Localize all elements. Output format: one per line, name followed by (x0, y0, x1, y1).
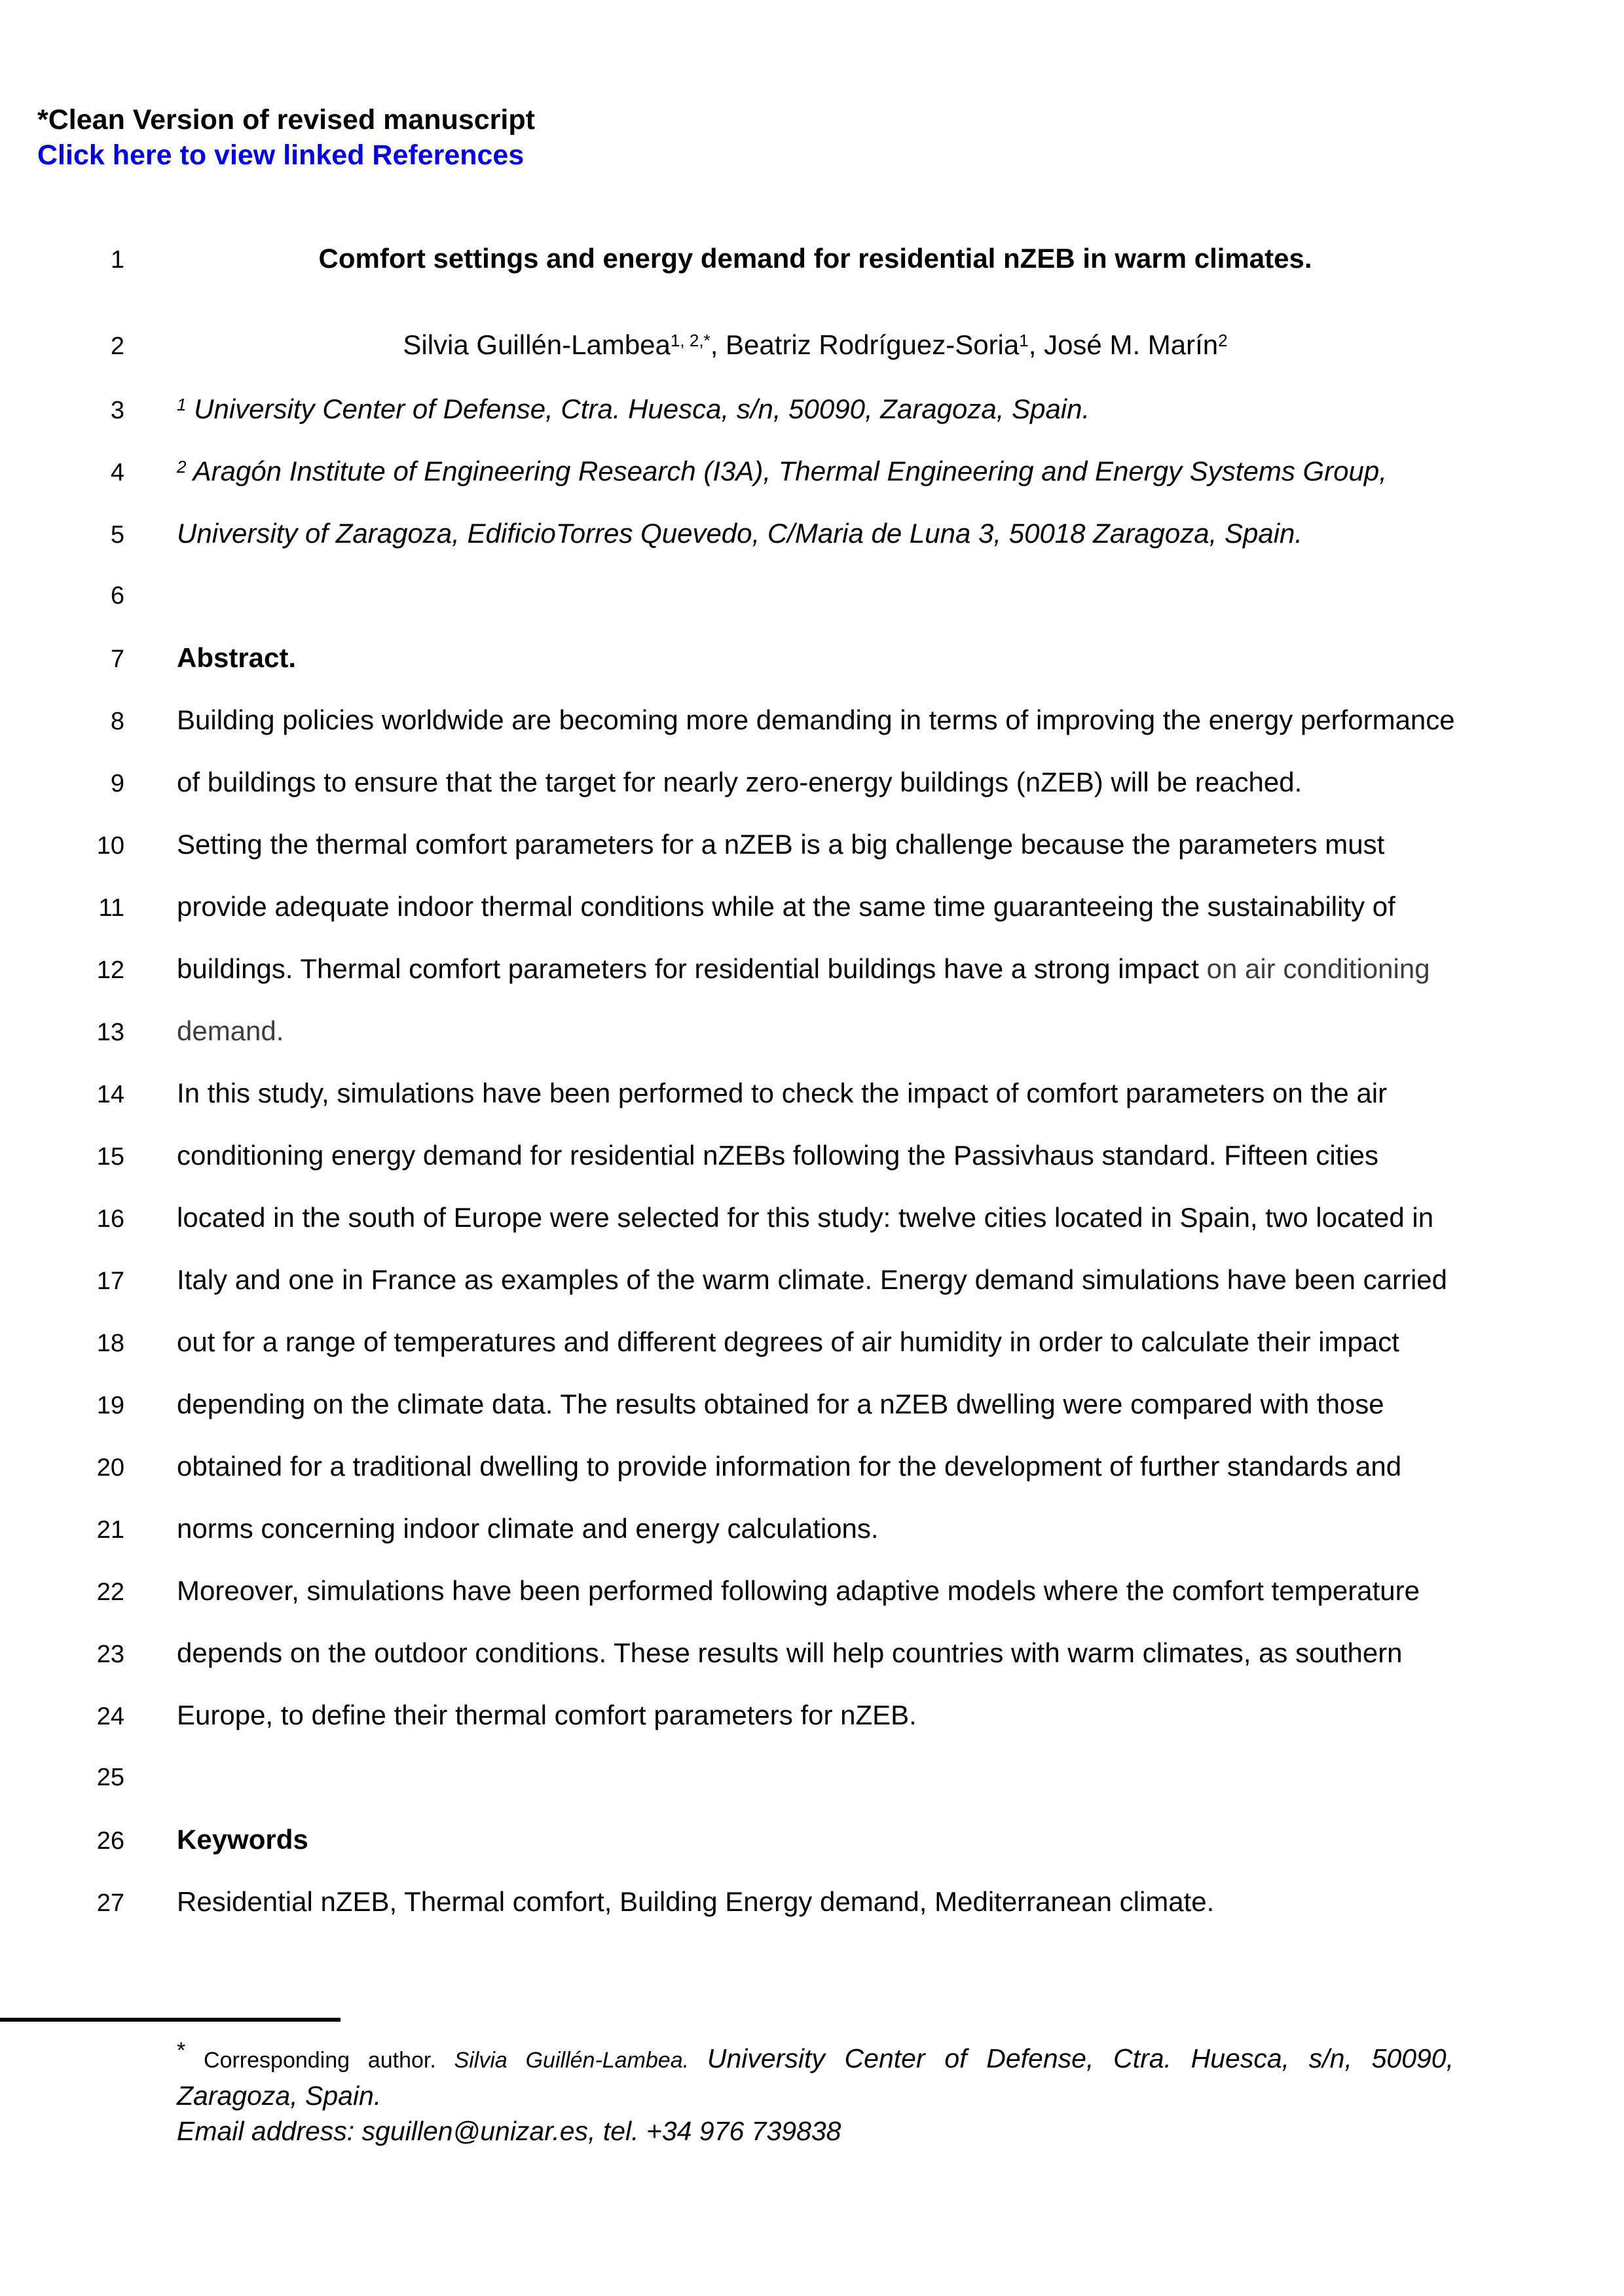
text-segment: Setting the thermal comfort parameters for a nZEB is a big challenge because the parameters must (177, 829, 1385, 860)
text-segment: In this study, simulations have been performed to check the impact of comfort parameters on the air (177, 1078, 1388, 1108)
text-segment: Keywords (177, 1824, 308, 1855)
manuscript-line (0, 1139, 1624, 1174)
manuscript-line (0, 1076, 1624, 1112)
text-segment: Zaragoza, Spain. (177, 2081, 382, 2111)
line-number: 22 (96, 1578, 124, 1606)
line-text (177, 1263, 1454, 1297)
line-number: 15 (96, 1143, 124, 1171)
line-number: 24 (96, 1703, 124, 1730)
line-number: 5 (110, 521, 124, 549)
text-segment: provide adequate indoor thermal conditions while at the same time guaranteeing the sustainability of (177, 891, 1395, 922)
line-number: 27 (96, 1889, 124, 1917)
text-segment: Silvia Guillén-Lambea. (454, 2048, 707, 2073)
linked-references-link[interactable]: Click here to view linked References (37, 139, 525, 171)
footnote-line (177, 2079, 1454, 2113)
text-segment: obtained for a traditional dwelling to provide information for the development of further standards and (177, 1451, 1402, 1482)
line-text (177, 392, 1454, 429)
manuscript-line (0, 828, 1624, 863)
text-segment: buildings. Thermal comfort parameters for residential buildings have a strong impact (177, 953, 1207, 984)
line-number: 13 (96, 1019, 124, 1046)
text-segment: conditioning energy demand for residential nZEBs following the Passivhaus standard. Fifteen cities (177, 1140, 1379, 1171)
line-text (177, 454, 1454, 492)
manuscript-line (0, 1201, 1624, 1236)
manuscript-line (0, 703, 1624, 738)
manuscript-line (0, 328, 1624, 365)
manuscript-line (0, 952, 1624, 987)
line-number: 4 (110, 459, 124, 486)
text-segment: 1 (1019, 331, 1029, 351)
line-number: 18 (96, 1330, 124, 1357)
line-number: 12 (96, 957, 124, 984)
manuscript-line (0, 392, 1624, 429)
manuscript-line (0, 1636, 1624, 1671)
line-text (177, 1387, 1454, 1421)
text-segment: University of Zaragoza, EdificioTorres Quevedo, C/Maria de Luna 3, 50018 Zaragoza, Spain. (177, 518, 1303, 549)
footnote-rule (0, 2018, 341, 2022)
line-number: 25 (96, 1764, 124, 1791)
footnote-line (177, 2114, 1454, 2148)
line-text (177, 828, 1454, 862)
line-text (177, 517, 1454, 551)
text-segment: Building policies worldwide are becoming more demanding in terms of improving the energy performance (177, 704, 1455, 735)
line-number: 16 (96, 1205, 124, 1233)
manuscript-line (0, 641, 1624, 676)
text-segment: 2 (1218, 331, 1228, 351)
line-text (177, 1512, 1454, 1546)
footnote-line (177, 2037, 1454, 2077)
text-segment: Comfort settings and energy demand for residential nZEB in warm climates. (318, 243, 1312, 274)
manuscript-line (0, 1512, 1624, 1547)
manuscript-line (0, 1574, 1624, 1609)
line-number: 20 (96, 1454, 124, 1482)
line-number: 11 (98, 894, 124, 922)
text-segment: located in the south of Europe were selected for this study: twelve cities located in Spain, two located in (177, 1202, 1434, 1233)
text-segment: , José M. Marín (1028, 329, 1219, 360)
manuscript-line (0, 1387, 1624, 1423)
line-text (177, 952, 1454, 986)
line-number: 26 (96, 1827, 124, 1855)
text-segment: demand. (177, 1015, 284, 1046)
line-number: 23 (96, 1641, 124, 1668)
line-text (177, 890, 1454, 924)
line-text (177, 703, 1454, 737)
manuscript-line (0, 1698, 1624, 1734)
manuscript-line (0, 1823, 1624, 1858)
text-segment: 1 (177, 395, 187, 415)
line-text (177, 242, 1454, 276)
manuscript-line (0, 1885, 1624, 1920)
text-segment: Aragón Institute of Engineering Research (I3A), Thermal Engineering and Energy Systems Group, (186, 456, 1387, 486)
text-segment: Email address: sguillen@unizar.es, tel. +34 976 739838 (177, 2116, 841, 2146)
manuscript-line (0, 765, 1624, 801)
line-text (177, 641, 1454, 675)
text-segment: Residential nZEB, Thermal comfort, Building Energy demand, Mediterranean climate. (177, 1886, 1215, 1917)
line-text (177, 1201, 1454, 1235)
line-text (177, 1139, 1454, 1173)
line-number: 19 (96, 1392, 124, 1419)
text-segment: of buildings to ensure that the target for nearly zero-energy buildings (nZEB) will be reached. (177, 767, 1302, 797)
text-segment: depending on the climate data. The results obtained for a nZEB dwelling were compared with those (177, 1389, 1384, 1419)
header-title: *Clean Version of revised manuscript (37, 104, 535, 136)
manuscript-line (0, 1760, 1624, 1795)
manuscript-line (0, 517, 1624, 552)
line-text (177, 1076, 1454, 1110)
manuscript-line (0, 890, 1624, 925)
line-text (177, 1449, 1454, 1484)
text-segment: on air conditioning (1206, 953, 1430, 984)
text-segment: University Center of Defense, Ctra. Huesca, s/n, 50090, Zaragoza, Spain. (186, 393, 1090, 424)
manuscript-line (0, 579, 1624, 613)
line-number: 2 (110, 333, 124, 360)
line-text (177, 1325, 1454, 1359)
line-text (177, 1885, 1454, 1919)
line-number: 10 (96, 832, 124, 860)
line-number: 6 (110, 582, 124, 610)
text-segment: Corresponding author. (185, 2048, 454, 2073)
text-segment: University Center of Defense, Ctra. Huesca, s/n, 50090, (707, 2043, 1454, 2073)
text-segment: * (177, 2037, 186, 2063)
manuscript-line (0, 1449, 1624, 1485)
line-number: 7 (110, 646, 124, 673)
line-number: 21 (96, 1516, 124, 1544)
text-segment: Abstract. (177, 642, 297, 673)
line-number: 17 (96, 1267, 124, 1295)
text-segment: Europe, to define their thermal comfort parameters for nZEB. (177, 1700, 917, 1730)
line-number: 8 (110, 708, 124, 735)
line-text (177, 765, 1454, 799)
text-segment: Silvia Guillén-Lambea (403, 329, 671, 360)
line-number: 3 (110, 397, 124, 424)
text-segment: 2 (177, 457, 187, 477)
text-segment: , Beatriz Rodríguez-Soria (710, 329, 1020, 360)
line-text (177, 1698, 1454, 1732)
text-segment: norms concerning indoor climate and energy calculations. (177, 1513, 879, 1544)
eprint-header (37, 102, 535, 173)
text-segment: 1, 2,* (670, 331, 710, 351)
line-text (177, 1823, 1454, 1857)
line-text (177, 1574, 1454, 1608)
line-text (177, 1636, 1454, 1670)
line-number: 9 (110, 770, 124, 797)
text-segment: out for a range of temperatures and different degrees of air humidity in order to calculate their impact (177, 1326, 1399, 1357)
manuscript-line (0, 454, 1624, 492)
manuscript-line (0, 242, 1624, 277)
line-number: 14 (96, 1081, 124, 1108)
line-text (177, 328, 1454, 365)
manuscript-line (0, 1325, 1624, 1360)
line-text (177, 1014, 1454, 1048)
line-number: 1 (110, 246, 124, 274)
manuscript-line (0, 1014, 1624, 1049)
manuscript-line (0, 1263, 1624, 1298)
text-segment: depends on the outdoor conditions. These results will help countries with warm climates, as southern (177, 1637, 1403, 1668)
text-segment: Moreover, simulations have been performed following adaptive models where the comfort temperature (177, 1575, 1420, 1606)
text-segment: Italy and one in France as examples of the warm climate. Energy demand simulations have been carried (177, 1264, 1447, 1295)
